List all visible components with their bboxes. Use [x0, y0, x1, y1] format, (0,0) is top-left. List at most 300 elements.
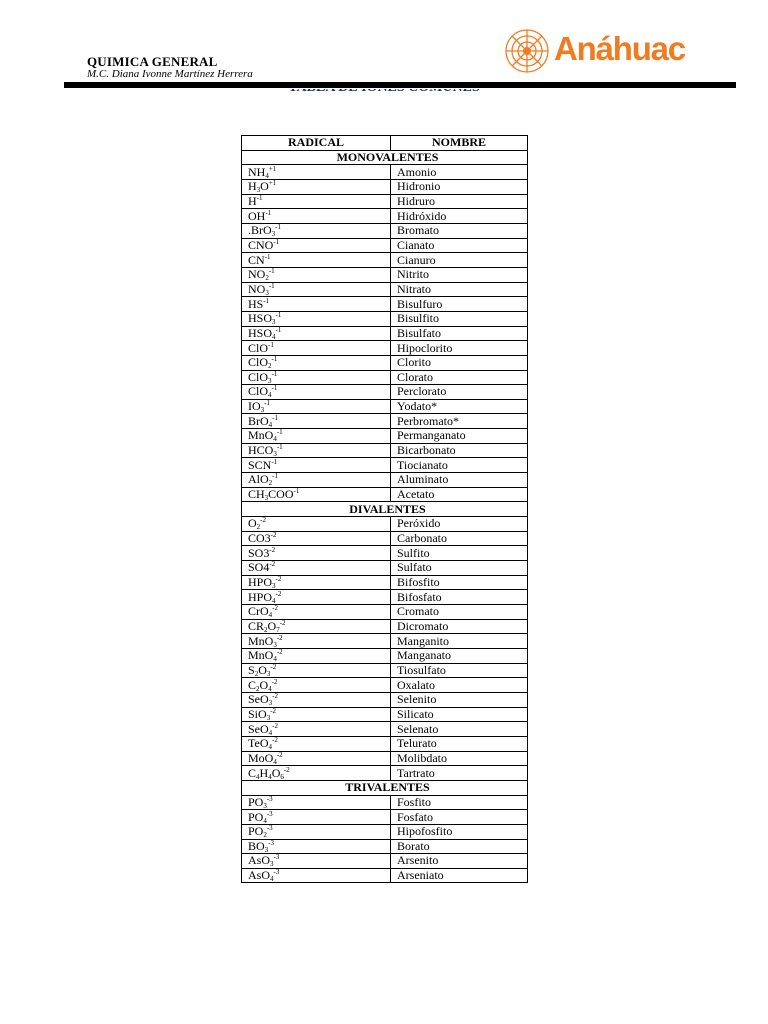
formula-subscript: 4 [272, 596, 276, 605]
formula-subscript: 2 [254, 669, 259, 678]
formula-charge: -1 [275, 223, 282, 232]
nombre-cell: Yodato* [391, 399, 528, 414]
formula-charge: -1 [265, 208, 272, 217]
table-row [242, 414, 528, 429]
formula-subscript: 4 [265, 171, 269, 180]
radical-cell [242, 297, 391, 312]
radical-cell [242, 179, 391, 194]
formula-charge: -2 [279, 618, 286, 627]
table-row [242, 663, 528, 678]
formula-text: HSO [248, 325, 273, 340]
radical-cell [242, 487, 391, 502]
radical-cell [242, 355, 391, 370]
table-row [242, 575, 528, 590]
formula-subscript: 3 [268, 376, 272, 385]
formula-charge: -1 [256, 193, 263, 202]
formula-charge: -2 [272, 604, 279, 613]
formula-text: AlO [248, 472, 269, 487]
formula-text: O [260, 179, 269, 194]
radical-cell [242, 473, 391, 488]
formula-subscript: 4 [268, 684, 272, 693]
formula-charge: -1 [272, 413, 279, 422]
formula-subscript: 2 [264, 625, 268, 634]
formula-charge: -3 [273, 868, 280, 877]
formula-text: ClO [248, 369, 269, 384]
formula-charge: -1 [268, 340, 274, 349]
anahuac-emblem-icon [502, 26, 552, 76]
formula-charge: -1 [271, 457, 278, 466]
table-row [242, 385, 528, 400]
formula-text: SeO [248, 692, 269, 707]
formula-text: OH [248, 208, 266, 223]
section-row [242, 780, 528, 795]
formula-charge: -3 [266, 824, 273, 833]
formula-text: MnO [248, 428, 274, 443]
table-row [242, 707, 528, 722]
table-row [242, 179, 528, 194]
nombre-cell: Sulfito [391, 546, 528, 561]
nombre-cell: Oxalato [391, 678, 528, 693]
formula-text: S [248, 662, 255, 677]
nombre-cell: Bifosfito [391, 575, 528, 590]
nombre-cell: Molibdato [391, 751, 528, 766]
table-row [242, 355, 528, 370]
radical-cell [242, 414, 391, 429]
nombre-cell: Hidróxido [391, 209, 528, 224]
formula-charge: -3 [266, 809, 273, 818]
nombre-cell: Cromato [391, 605, 528, 620]
table-row [242, 267, 528, 282]
formula-subscript: 4 [256, 772, 260, 781]
formula-text: SCN [248, 457, 272, 472]
radical-cell [242, 839, 391, 854]
table-row [242, 531, 528, 546]
formula-text: HPO [248, 575, 273, 590]
table-row [242, 311, 528, 326]
formula-text: H [248, 193, 257, 208]
formula-subscript: 4 [273, 655, 277, 664]
formula-charge: +1 [268, 164, 277, 173]
header-rule [64, 82, 736, 88]
nombre-cell: Perclorato [391, 385, 528, 400]
nombre-cell: Arseniato [391, 868, 528, 883]
radical-cell [242, 561, 391, 576]
table-row [242, 253, 528, 268]
formula-charge: -2 [269, 545, 276, 554]
nombre-cell: Fosfito [391, 795, 528, 810]
formula-subscript: 3 [273, 450, 277, 459]
nombre-cell: Peróxido [391, 517, 528, 532]
radical-cell [242, 341, 391, 356]
radical-cell [242, 458, 391, 473]
formula-subscript: 3 [256, 186, 261, 195]
formula-text: HSO [248, 311, 273, 326]
formula-text: COO [268, 487, 294, 502]
radical-cell [242, 282, 391, 297]
formula-text: PO [248, 794, 264, 809]
course-title: QUIMICA GENERAL [87, 54, 218, 69]
formula-charge: -2 [260, 516, 267, 525]
formula-text: SO4 [248, 560, 270, 575]
nombre-cell: Bisulfuro [391, 297, 528, 312]
nombre-cell: Bicarbonato [391, 443, 528, 458]
nombre-cell: Cianuro [391, 253, 528, 268]
nombre-cell: Manganito [391, 634, 528, 649]
formula-subscript: 2 [256, 523, 261, 532]
table-row [242, 678, 528, 693]
radical-cell [242, 810, 391, 825]
radical-cell [242, 370, 391, 385]
radical-cell [242, 648, 391, 663]
formula-charge: -2 [271, 677, 278, 686]
formula-text: MoO [248, 750, 274, 765]
radical-cell [242, 605, 391, 620]
formula-text: SeO [248, 721, 269, 736]
formula-charge: -2 [270, 662, 277, 671]
formula-text: SO3 [248, 545, 270, 560]
formula-text: PO [248, 824, 264, 839]
radical-cell [242, 531, 391, 546]
nombre-cell: Fosfato [391, 810, 528, 825]
formula-charge: -1 [272, 472, 279, 481]
formula-charge: -1 [273, 237, 280, 246]
formula-text: O [248, 516, 257, 531]
nombre-cell: Nitrito [391, 267, 528, 282]
formula-text: ClO [248, 340, 269, 355]
formula-text: AsO [248, 868, 271, 883]
formula-charge: -1 [268, 281, 275, 290]
formula-subscript: 3 [271, 230, 276, 239]
nombre-cell: Amonio [391, 165, 528, 180]
section-title: TRIVALENTES [242, 780, 528, 795]
formula-text: AsO [248, 853, 271, 868]
radical-cell [242, 590, 391, 605]
formula-text: .BrO [248, 223, 272, 238]
radical-cell [242, 619, 391, 634]
nombre-cell: Selenito [391, 692, 528, 707]
ions-table [241, 135, 528, 883]
formula-charge: +1 [268, 179, 277, 188]
formula-charge: -1 [271, 355, 278, 364]
radical-cell [242, 517, 391, 532]
formula-subscript: 4 [268, 728, 273, 737]
table-row [242, 810, 528, 825]
radical-cell [242, 194, 391, 209]
table-row [242, 473, 528, 488]
radical-cell [242, 766, 391, 781]
formula-charge: -2 [275, 575, 282, 584]
section-row [242, 502, 528, 517]
nombre-cell: Tartrato [391, 766, 528, 781]
radical-cell [242, 209, 391, 224]
nombre-cell: Bifosfato [391, 590, 528, 605]
table-row [242, 546, 528, 561]
table-row [242, 165, 528, 180]
formula-text: HCO [248, 443, 274, 458]
formula-text: NO [248, 267, 266, 282]
formula-charge: -2 [276, 648, 283, 657]
formula-charge: -1 [271, 369, 278, 378]
table-row [242, 692, 528, 707]
ions-table-body [242, 150, 528, 883]
table-row [242, 751, 528, 766]
formula-text: BO [248, 838, 265, 853]
table-row [242, 736, 528, 751]
formula-subscript: 2 [268, 362, 272, 371]
formula-text: H [248, 179, 257, 194]
table-row [242, 766, 528, 781]
radical-cell [242, 326, 391, 341]
nombre-cell: Sulfato [391, 561, 528, 576]
formula-charge: -1 [276, 428, 283, 437]
formula-subscript: 4 [268, 420, 273, 429]
formula-charge: -1 [293, 487, 300, 496]
table-row [242, 824, 528, 839]
nombre-cell: Clorito [391, 355, 528, 370]
formula-charge: -1 [271, 384, 278, 393]
formula-subscript: 3 [265, 288, 269, 297]
formula-subscript: 4 [263, 816, 267, 825]
radical-cell [242, 722, 391, 737]
formula-text: O [271, 765, 281, 780]
formula-text: NH [248, 164, 266, 179]
formula-charge: -2 [269, 560, 276, 569]
column-header-radical: RADICAL [242, 136, 391, 151]
formula-charge: -2 [272, 692, 279, 701]
table-row [242, 326, 528, 341]
author-name: M.C. Diana Ivonne Martínez Herrera [87, 68, 253, 80]
formula-text: CR [248, 618, 265, 633]
formula-text: CNO [248, 237, 274, 252]
formula-charge: -1 [275, 325, 282, 334]
formula-subscript: 2 [263, 831, 267, 840]
table-row [242, 590, 528, 605]
formula-subscript: 3 [270, 860, 274, 869]
formula-charge: -2 [276, 633, 283, 642]
formula-text: MnO [248, 648, 274, 663]
nombre-cell: Bromato [391, 223, 528, 238]
formula-text: IO [248, 399, 261, 414]
table-row [242, 443, 528, 458]
table-row [242, 868, 528, 883]
table-row [242, 399, 528, 414]
formula-subscript: 4 [273, 757, 277, 766]
formula-text: CrO [248, 604, 269, 619]
section-row [242, 150, 528, 165]
formula-subscript: 3 [264, 845, 269, 854]
formula-text: CN [248, 252, 265, 267]
formula-subscript: 4 [268, 772, 272, 781]
radical-cell [242, 165, 391, 180]
table-row [242, 839, 528, 854]
formula-text: H [259, 765, 269, 780]
table-row [242, 605, 528, 620]
formula-subscript: 3 [266, 669, 271, 678]
formula-subscript: 7 [276, 625, 280, 634]
formula-text: O [258, 662, 267, 677]
radical-cell [242, 678, 391, 693]
formula-subscript: 3 [266, 713, 271, 722]
nombre-cell: Selenato [391, 722, 528, 737]
formula-subscript: 3 [273, 640, 277, 649]
radical-cell [242, 575, 391, 590]
column-header-nombre: NOMBRE [391, 136, 528, 151]
formula-subscript: 4 [273, 435, 277, 444]
formula-text: SiO [248, 706, 267, 721]
table-row [242, 341, 528, 356]
formula-charge: -1 [263, 296, 270, 305]
radical-cell [242, 692, 391, 707]
nombre-cell: Nitrato [391, 282, 528, 297]
formula-text: HS [248, 296, 264, 311]
formula-charge: -1 [268, 267, 275, 276]
table-row [242, 619, 528, 634]
table-row [242, 209, 528, 224]
formula-charge: -2 [270, 706, 277, 715]
radical-cell [242, 854, 391, 869]
formula-charge: -2 [272, 721, 279, 730]
formula-subscript: 4 [268, 611, 273, 620]
formula-subscript: 3 [272, 318, 276, 327]
table-row [242, 854, 528, 869]
formula-text: C [248, 765, 257, 780]
nombre-cell: Bisulfito [391, 311, 528, 326]
radical-cell [242, 399, 391, 414]
nombre-cell: Tiosulfato [391, 663, 528, 678]
formula-charge: -2 [283, 765, 290, 774]
radical-cell [242, 795, 391, 810]
formula-subscript: 3 [264, 494, 269, 503]
table-row [242, 561, 528, 576]
radical-cell [242, 736, 391, 751]
formula-charge: -3 [268, 838, 275, 847]
radical-cell [242, 311, 391, 326]
radical-cell [242, 634, 391, 649]
formula-subscript: 4 [268, 391, 272, 400]
nombre-cell: Manganato [391, 648, 528, 663]
formula-charge: -3 [273, 853, 280, 862]
nombre-cell: Carbonato [391, 531, 528, 546]
radical-cell [242, 546, 391, 561]
formula-text: BrO [248, 413, 269, 428]
radical-cell [242, 253, 391, 268]
logo-wordmark: Anáhuac [554, 30, 685, 67]
radical-cell [242, 267, 391, 282]
table-row [242, 429, 528, 444]
formula-charge: -1 [275, 311, 282, 320]
table-row [242, 370, 528, 385]
formula-text: TeO [248, 736, 269, 751]
formula-subscript: 3 [260, 406, 265, 415]
formula-text: HPO [248, 589, 273, 604]
formula-text: C [248, 677, 257, 692]
formula-subscript: 3 [263, 801, 267, 810]
radical-cell [242, 385, 391, 400]
table-row [242, 297, 528, 312]
nombre-cell: Silicato [391, 707, 528, 722]
formula-charge: -3 [266, 794, 273, 803]
table-row [242, 194, 528, 209]
formula-text: MnO [248, 633, 274, 648]
nombre-cell: Hidronio [391, 179, 528, 194]
radical-cell [242, 223, 391, 238]
nombre-cell: Hipoclorito [391, 341, 528, 356]
formula-text: NO [248, 281, 266, 296]
nombre-cell: Dicromato [391, 619, 528, 634]
table-row [242, 648, 528, 663]
formula-subscript: 4 [268, 743, 272, 752]
radical-cell [242, 751, 391, 766]
formula-text: O [259, 677, 269, 692]
formula-subscript: 3 [272, 582, 276, 591]
formula-text: O [267, 618, 277, 633]
table-row [242, 795, 528, 810]
nombre-cell: Perbromato* [391, 414, 528, 429]
nombre-cell: Tiocianato [391, 458, 528, 473]
radical-cell [242, 238, 391, 253]
radical-cell [242, 663, 391, 678]
radical-cell [242, 429, 391, 444]
nombre-cell: Permanganato [391, 429, 528, 444]
formula-text: ClO [248, 384, 269, 399]
formula-charge: -2 [276, 750, 283, 759]
table-row [242, 634, 528, 649]
formula-charge: -2 [271, 736, 278, 745]
formula-subscript: 4 [270, 875, 274, 884]
table-row [242, 487, 528, 502]
table-header-row [242, 136, 528, 151]
radical-cell [242, 443, 391, 458]
section-title: DIVALENTES [242, 502, 528, 517]
nombre-cell: Aluminato [391, 473, 528, 488]
radical-cell [242, 824, 391, 839]
table-row [242, 238, 528, 253]
formula-subscript: 2 [265, 274, 269, 283]
anahuac-logo [502, 26, 692, 76]
nombre-cell: Telurato [391, 736, 528, 751]
formula-subscript: 4 [272, 332, 276, 341]
formula-subscript: 2 [268, 479, 273, 488]
nombre-cell: Arsenito [391, 854, 528, 869]
formula-subscript: 6 [280, 772, 284, 781]
formula-subscript: 3 [268, 699, 273, 708]
nombre-cell: Hidruro [391, 194, 528, 209]
radical-cell [242, 868, 391, 883]
formula-charge: -1 [264, 252, 271, 261]
nombre-cell: Hipofosfito [391, 824, 528, 839]
nombre-cell: Acetato [391, 487, 528, 502]
nombre-cell: Cianato [391, 238, 528, 253]
table-row [242, 223, 528, 238]
radical-cell [242, 707, 391, 722]
nombre-cell: Bisulfato [391, 326, 528, 341]
formula-text: PO [248, 809, 264, 824]
nombre-cell: Clorato [391, 370, 528, 385]
section-title: MONOVALENTES [242, 150, 528, 165]
formula-text: ClO [248, 355, 269, 370]
formula-charge: -1 [264, 399, 271, 408]
formula-charge: -2 [275, 589, 282, 598]
nombre-cell: Borato [391, 839, 528, 854]
table-row [242, 517, 528, 532]
table-row [242, 458, 528, 473]
formula-text: CH [248, 487, 265, 502]
table-row [242, 282, 528, 297]
formula-charge: -2 [270, 531, 277, 540]
formula-charge: -1 [276, 443, 283, 452]
table-row [242, 722, 528, 737]
formula-subscript: 2 [256, 684, 260, 693]
